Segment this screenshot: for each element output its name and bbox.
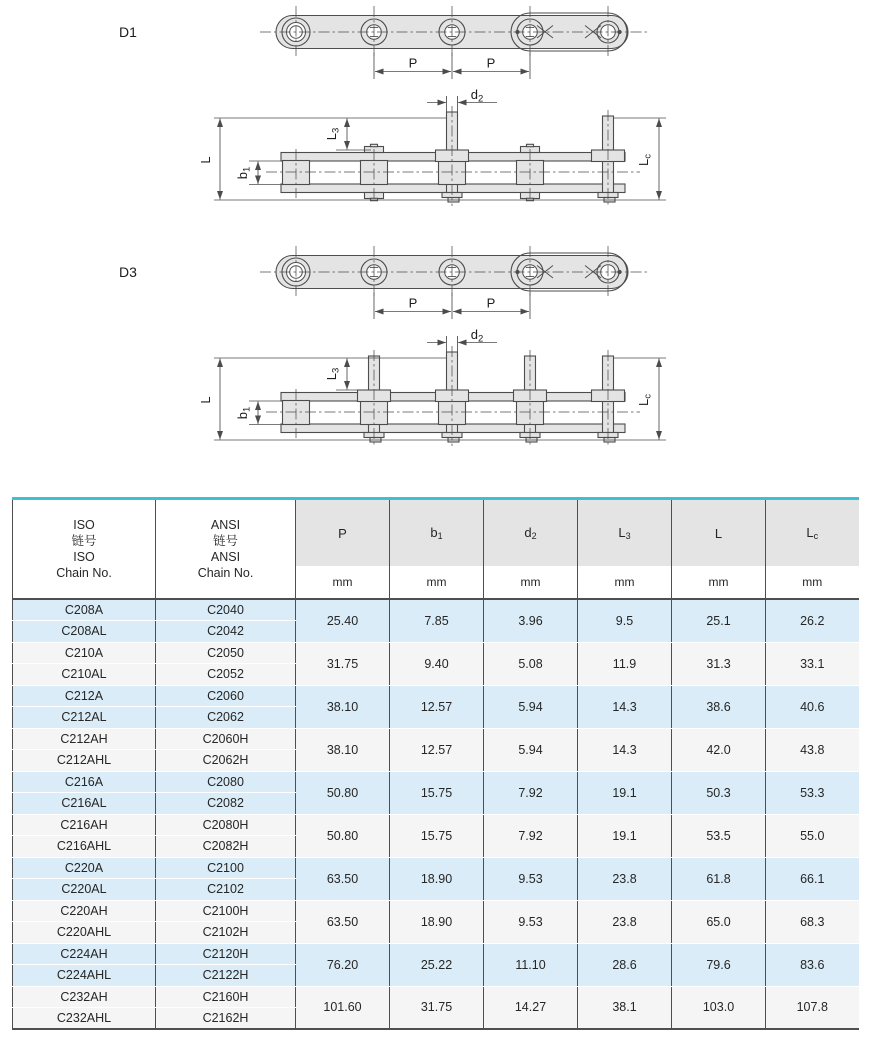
d1-title <box>119 24 137 40</box>
p-dimension <box>374 293 530 320</box>
value-cell: 5.94 <box>484 685 578 728</box>
table-row <box>13 814 859 836</box>
value-cell: 50.80 <box>296 814 390 857</box>
iso-chain-cell: C212AL <box>13 707 156 729</box>
value-cell: 7.85 <box>390 599 484 642</box>
header-line: ANSI <box>210 517 241 532</box>
param-label: b <box>430 525 438 540</box>
iso-chain-cell: C216AL <box>13 793 156 815</box>
dim-label-p: P <box>408 295 418 311</box>
dim-label-l: L <box>198 396 213 404</box>
dim-label-lc: Lc <box>636 394 654 406</box>
value-cell: 19.1 <box>578 771 672 814</box>
value-cell: 19.1 <box>578 814 672 857</box>
value-cell: 103.0 <box>672 986 766 1029</box>
iso-chain-cell: C208AL <box>13 621 156 643</box>
value-cell: 107.8 <box>766 986 859 1029</box>
iso-chain-cell: C212AH <box>13 728 156 750</box>
table-row <box>13 986 859 1008</box>
value-cell: 23.8 <box>578 900 672 943</box>
dim-label-d2: d2 <box>470 87 484 105</box>
value-cell: 9.53 <box>484 900 578 943</box>
param-label: L <box>714 525 723 541</box>
header-line: ISO <box>73 517 95 532</box>
dim-label-d2: d2 <box>470 327 484 345</box>
dim-label-p: P <box>408 55 418 71</box>
d3-title <box>119 264 137 280</box>
ansi-chain-cell: C2162H <box>156 1008 296 1030</box>
param-label: L <box>806 525 814 540</box>
value-cell: 25.1 <box>672 599 766 642</box>
dim-label-b1: b1 <box>235 406 253 420</box>
header-line: ANSI <box>210 550 241 564</box>
value-cell: 63.50 <box>296 900 390 943</box>
dim-label-l3: L3 <box>324 127 342 141</box>
iso-chain-cell: C232AH <box>13 986 156 1008</box>
value-cell: 7.92 <box>484 814 578 857</box>
value-cell: 50.80 <box>296 771 390 814</box>
value-cell: 25.40 <box>296 599 390 642</box>
iso-chain-cell: C208A <box>13 599 156 621</box>
iso-chain-cell: C220A <box>13 857 156 879</box>
unit-header-cell: mm <box>578 566 672 599</box>
param-header-cell <box>766 499 859 567</box>
value-cell: 55.0 <box>766 814 859 857</box>
ansi-chain-cell: C2082H <box>156 836 296 858</box>
iso-chain-cell: C216AHL <box>13 836 156 858</box>
value-cell: 11.9 <box>578 642 672 685</box>
value-cell: 5.94 <box>484 728 578 771</box>
table-row <box>13 685 859 707</box>
unit-header-cell: mm <box>390 566 484 599</box>
value-cell: 15.75 <box>390 771 484 814</box>
iso-chain-cell: C220AH <box>13 900 156 922</box>
ansi-chain-cell: C2102 <box>156 879 296 901</box>
param-header-cell <box>578 499 672 567</box>
ansi-chain-cell: C2102H <box>156 922 296 944</box>
ansi-chain-cell: C2100H <box>156 900 296 922</box>
value-cell: 38.6 <box>672 685 766 728</box>
iso-chain-cell: C232AHL <box>13 1008 156 1030</box>
table-row <box>13 771 859 793</box>
iso-chain-cell: C224AH <box>13 943 156 965</box>
ansi-header-cell <box>156 499 296 600</box>
param-header-cell <box>672 499 766 567</box>
ansi-chain-cell: C2120H <box>156 943 296 965</box>
value-cell: 14.27 <box>484 986 578 1029</box>
value-cell: 31.3 <box>672 642 766 685</box>
value-cell: 7.92 <box>484 771 578 814</box>
dim-label-lc: Lc <box>636 154 654 166</box>
param-label: L <box>618 525 626 540</box>
iso-chain-cell: C210AL <box>13 664 156 686</box>
value-cell: 33.1 <box>766 642 859 685</box>
value-cell: 12.57 <box>390 728 484 771</box>
value-cell: 18.90 <box>390 857 484 900</box>
value-cell: 83.6 <box>766 943 859 986</box>
value-cell: 26.2 <box>766 599 859 642</box>
header-row-labels <box>13 499 859 567</box>
value-cell: 9.5 <box>578 599 672 642</box>
ansi-chain-cell: C2100 <box>156 857 296 879</box>
value-cell: 53.3 <box>766 771 859 814</box>
value-cell: 63.50 <box>296 857 390 900</box>
value-cell: 38.10 <box>296 728 390 771</box>
value-cell: 15.75 <box>390 814 484 857</box>
ansi-chain-cell: C2080H <box>156 814 296 836</box>
header-line: 链号 <box>212 533 238 548</box>
value-cell: 28.6 <box>578 943 672 986</box>
dim-label-l: L <box>198 156 213 164</box>
side-dimensions <box>198 87 666 200</box>
value-cell: 9.53 <box>484 857 578 900</box>
value-cell: 42.0 <box>672 728 766 771</box>
ansi-chain-cell: C2080 <box>156 771 296 793</box>
value-cell: 101.60 <box>296 986 390 1029</box>
value-cell: 31.75 <box>296 642 390 685</box>
ansi-chain-cell: C2052 <box>156 664 296 686</box>
value-cell: 14.3 <box>578 728 672 771</box>
spec-table <box>12 497 859 1030</box>
d3-side-view <box>198 327 666 446</box>
value-cell: 3.96 <box>484 599 578 642</box>
iso-chain-cell: C216AH <box>13 814 156 836</box>
value-cell: 65.0 <box>672 900 766 943</box>
param-header-cell <box>484 499 578 567</box>
iso-chain-cell: C220AL <box>13 879 156 901</box>
value-cell: 11.10 <box>484 943 578 986</box>
iso-header-cell <box>13 499 156 600</box>
value-cell: 25.22 <box>390 943 484 986</box>
unit-header-cell: mm <box>672 566 766 599</box>
value-cell: 18.90 <box>390 900 484 943</box>
value-cell: 50.3 <box>672 771 766 814</box>
chain-diagrams <box>0 0 870 470</box>
value-cell: 23.8 <box>578 857 672 900</box>
d3-top-view <box>260 246 648 319</box>
table-row <box>13 599 859 621</box>
ansi-chain-cell: C2060 <box>156 685 296 707</box>
side-dimensions <box>198 327 666 440</box>
param-subscript: c <box>813 531 819 541</box>
ansi-chain-cell: C2040 <box>156 599 296 621</box>
iso-chain-cell: C212AHL <box>13 750 156 772</box>
unit-header-cell: mm <box>296 566 390 599</box>
unit-header-cell: mm <box>766 566 859 599</box>
param-label: P <box>338 525 347 541</box>
d1-side-view <box>198 87 666 206</box>
value-cell: 38.10 <box>296 685 390 728</box>
value-cell: 38.1 <box>578 986 672 1029</box>
dim-label-l3: L3 <box>324 367 342 381</box>
ansi-chain-cell: C2160H <box>156 986 296 1008</box>
ansi-chain-cell: C2050 <box>156 642 296 664</box>
value-cell: 5.08 <box>484 642 578 685</box>
value-cell: 79.6 <box>672 943 766 986</box>
header-line: Chain No. <box>197 566 254 581</box>
dim-label-p: P <box>486 295 496 311</box>
iso-chain-cell: C224AHL <box>13 965 156 987</box>
iso-chain-cell: C210A <box>13 642 156 664</box>
table-row <box>13 857 859 879</box>
iso-chain-cell: C220AHL <box>13 922 156 944</box>
iso-chain-cell: C212A <box>13 685 156 707</box>
param-subscript: 2 <box>531 531 537 541</box>
dim-label-p: P <box>486 55 496 71</box>
d1-top-view <box>260 6 648 79</box>
unit-header-cell: mm <box>484 566 578 599</box>
param-header-cell <box>296 499 390 567</box>
value-cell: 61.8 <box>672 857 766 900</box>
ansi-chain-cell: C2122H <box>156 965 296 987</box>
value-cell: 53.5 <box>672 814 766 857</box>
spec-table-head <box>13 499 859 600</box>
value-cell: 40.6 <box>766 685 859 728</box>
value-cell: 66.1 <box>766 857 859 900</box>
param-header-cell <box>390 499 484 567</box>
header-line: ISO <box>73 550 95 564</box>
ansi-chain-cell: C2082 <box>156 793 296 815</box>
p-dimension <box>374 53 530 80</box>
dim-label-b1: b1 <box>235 166 253 180</box>
value-cell: 68.3 <box>766 900 859 943</box>
table-row <box>13 728 859 750</box>
d1-label: D1 <box>119 24 137 40</box>
param-subscript: 1 <box>437 531 443 541</box>
value-cell: 31.75 <box>390 986 484 1029</box>
param-subscript: 3 <box>625 531 631 541</box>
value-cell: 12.57 <box>390 685 484 728</box>
d3-label: D3 <box>119 264 137 280</box>
header-line: 链号 <box>71 533 97 548</box>
table-row <box>13 943 859 965</box>
header-line: Chain No. <box>56 566 112 581</box>
ansi-chain-cell: C2042 <box>156 621 296 643</box>
value-cell: 14.3 <box>578 685 672 728</box>
ansi-chain-cell: C2062H <box>156 750 296 772</box>
spec-table-body <box>13 599 859 1029</box>
ansi-chain-cell: C2060H <box>156 728 296 750</box>
iso-chain-cell: C216A <box>13 771 156 793</box>
ansi-chain-cell: C2062 <box>156 707 296 729</box>
value-cell: 76.20 <box>296 943 390 986</box>
param-label: d <box>524 525 532 540</box>
table-row <box>13 642 859 664</box>
value-cell: 9.40 <box>390 642 484 685</box>
value-cell: 43.8 <box>766 728 859 771</box>
table-row <box>13 900 859 922</box>
